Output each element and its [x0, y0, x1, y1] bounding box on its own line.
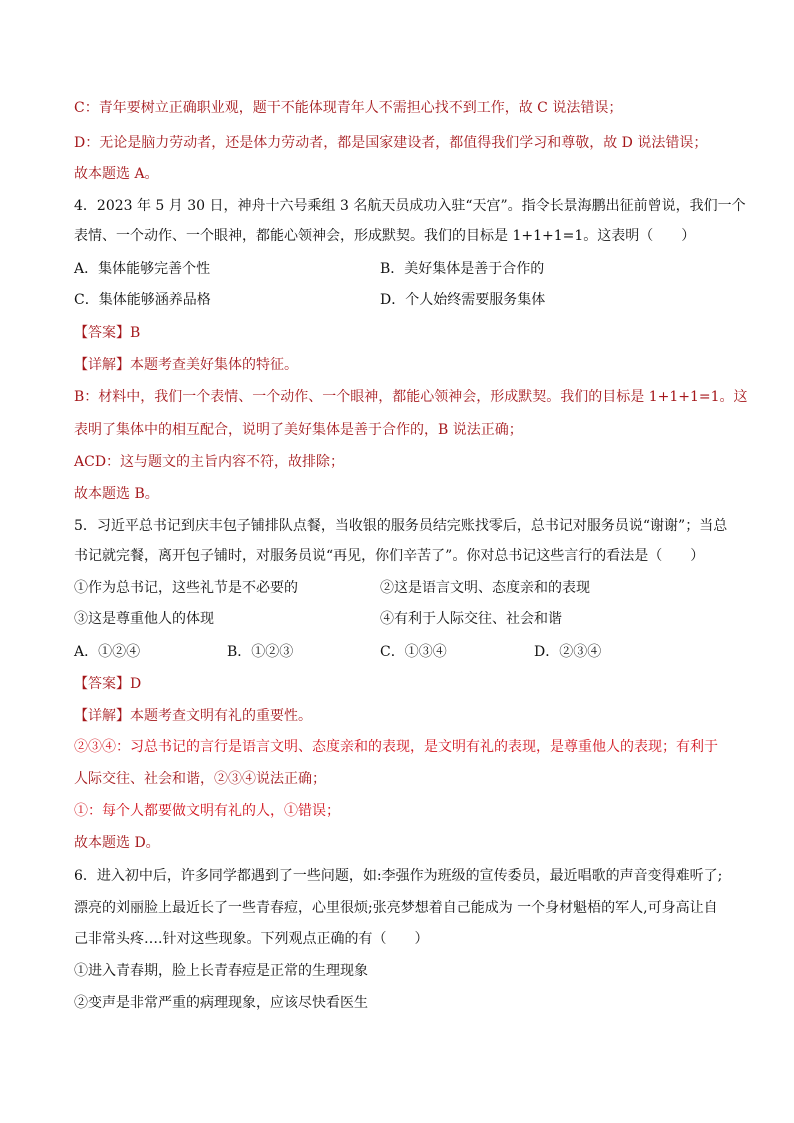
q6-statement-2: ②变声是非常严重的病理现象，应该尽快看医生: [74, 995, 368, 1011]
detail-text: 本题考查美好集体的特征。: [130, 357, 298, 373]
q4-option-a: A．集体能够完善个性: [74, 261, 211, 277]
q6-stem-line2: 漂亮的刘丽脸上最近长了一些青春痘，心里很烦;张亮梦想着自己能成为 一个身材魁梧的军人,可身高让自: [74, 900, 718, 916]
q5-option-c: C．①③④: [380, 644, 447, 660]
q5-option-a: A．①②④: [74, 644, 141, 660]
detail-tag: 【详解】: [74, 357, 130, 373]
q6-statement-1: ①进入青春期，脸上长青春痘是正常的生理现象: [74, 963, 368, 979]
detail-text: 本题考查文明有礼的重要性。: [130, 708, 312, 724]
q5-conclusion: 故本题选 D。: [74, 835, 160, 851]
q4-answer: [74, 323, 140, 343]
q5-detail: [74, 706, 312, 726]
q5-statement-4: ④有利于人际交往、社会和谐: [380, 611, 562, 627]
q4-analysis-b-line1: B：材料中，我们一个表情、一个动作、一个眼神，都能心领神会，形成默契。我们的目标是 1+1+1=1。这: [74, 389, 748, 405]
q6-stem-line1: 6．进入初中后，许多同学都遇到了一些问题，如:李强作为班级的宣传委员，最近唱歌的声音变得难听了;: [74, 868, 723, 884]
q4-option-b: B．美好集体是善于合作的: [380, 261, 545, 277]
q4-option-c: C．集体能够涵养品格: [74, 292, 211, 308]
answer-value: B: [130, 325, 141, 341]
q4-analysis-acd: ACD：这与题文的主旨内容不符，故排除；: [74, 454, 345, 470]
q4-option-d: D．个人始终需要服务集体: [380, 292, 546, 308]
q5-statement-3: ③这是尊重他人的体现: [74, 611, 214, 627]
q5-analysis-line3: ①：每个人都要做文明有礼的人，①错误；: [74, 803, 340, 819]
q5-stem-line1: 5．习近平总书记到庆丰包子铺排队点餐，当收银的服务员结完账找零后，总书记对服务员说“谢谢”；当总: [74, 518, 728, 534]
answer-value: D: [130, 676, 142, 692]
q5-analysis-line2: 人际交往、社会和谐，②③④说法正确；: [74, 771, 326, 787]
q5-stem-line2: 书记就完餐，离开包子铺时，对服务员说“再见，你们辛苦了”。你对总书记这些言行的看法是（ ）: [74, 548, 705, 564]
q4-detail: [74, 355, 298, 375]
q6-stem-line3: 己非常头疼….针对这些现象。下列观点正确的有（ ）: [74, 931, 429, 947]
q3-analysis-c: C：青年要树立正确职业观，题干不能体现青年人不需担心找不到工作，故 C 说法错误；: [74, 100, 623, 116]
q4-stem-line2: 表情、一个动作、一个眼神，都能心领神会，形成默契。我们的目标是 1+1+1=1。这表明（ ）: [74, 228, 696, 244]
answer-tag: 【答案】: [74, 676, 130, 692]
q5-answer: [74, 674, 141, 694]
q5-analysis-line1: ②③④：习总书记的言行是语言文明、态度亲和的表现，是文明有礼的表现，是尊重他人的表现；有利于: [74, 739, 718, 755]
detail-tag: 【详解】: [74, 708, 130, 724]
q5-statement-1: ①作为总书记，这些礼节是不必要的: [74, 580, 298, 596]
q3-analysis-d: D：无论是脑力劳动者，还是体力劳动者，都是国家建设者，都值得我们学习和尊敬，故 D 说法错误；: [74, 135, 708, 151]
q5-option-d: D．②③④: [534, 644, 602, 660]
q3-conclusion: 故本题选 A。: [74, 166, 159, 182]
q4-conclusion: 故本题选 B。: [74, 486, 159, 502]
q4-stem-line1: 4．2023 年 5 月 30 日，神舟十六号乘组 3 名航天员成功入驻“天宫”。指令长景海鹏出征前曾说，我们一个: [74, 198, 746, 214]
q5-statement-2: ②这是语言文明、态度亲和的表现: [380, 580, 590, 596]
q5-option-b: B．①②③: [227, 644, 294, 660]
q4-analysis-b-line2: 表明了集体中的相互配合，说明了美好集体是善于合作的，B 说法正确；: [74, 422, 523, 438]
answer-tag: 【答案】: [74, 325, 130, 341]
